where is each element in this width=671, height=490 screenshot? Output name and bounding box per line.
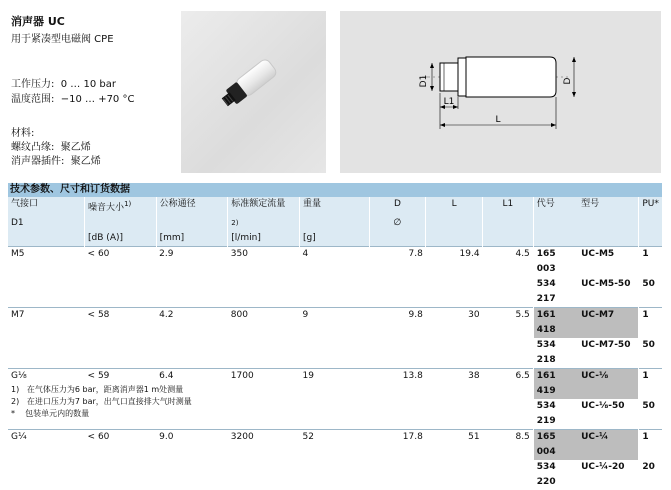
table-row [8, 338, 662, 369]
table-row [8, 308, 662, 339]
type-code-cell: UC-¼-20 [581, 462, 625, 472]
l-header: L [426, 197, 483, 216]
nominal-cell: 9.0 [156, 430, 228, 461]
l-cell: 38 [426, 369, 483, 400]
insert-label: 消声器插件: [11, 156, 65, 167]
weight-cell: 19 [300, 369, 370, 400]
nominal-cell: 2.9 [156, 247, 228, 278]
pressure-value: 0 … 10 bar [60, 79, 116, 90]
port-subheader: D1 [8, 216, 85, 231]
pu-cell: 20 [639, 460, 662, 490]
type-code-cell: UC-¼ [578, 430, 639, 461]
part-number-cell: 534 218 [533, 338, 578, 369]
code-header: 代号 [533, 197, 578, 216]
flow-cell: 350 [228, 247, 300, 278]
d-cell: 13.8 [369, 369, 426, 400]
weight-cell: 9 [300, 308, 370, 339]
noise-cell: < 59 [85, 369, 157, 400]
pressure-label: 工作压力: [11, 79, 55, 90]
weight-cell: 52 [300, 430, 370, 461]
table-row [8, 430, 662, 461]
l-cell: 30 [426, 308, 483, 339]
type-code-cell: UC-M5-50 [581, 279, 631, 289]
header-row-1 [8, 197, 662, 216]
d-cell: 9.8 [369, 308, 426, 339]
thread-material [11, 138, 91, 153]
header-row-2 [8, 216, 662, 231]
noise-unit: [dB (A)] [85, 231, 157, 247]
weight-unit: [g] [300, 231, 370, 247]
product-title: 消声器 UC [11, 15, 65, 28]
pu-cell: 1 [639, 369, 662, 400]
weight-header: 重量 [300, 197, 370, 216]
thread-label: 螺纹凸缘: [11, 142, 55, 153]
temperature-value: −10 … +70 °C [60, 94, 135, 105]
port-cell: M5 [8, 247, 85, 278]
noise-cell: < 60 [85, 247, 157, 278]
spec-table [8, 197, 662, 490]
part-number-cell: 534 217 [533, 277, 578, 308]
pu-header: PU* [639, 197, 662, 216]
type-header: 型号 [578, 197, 639, 216]
part-number-cell: 534 220 [533, 460, 578, 490]
dimension-drawing [340, 11, 661, 173]
insert-value: 聚乙烯 [70, 156, 101, 167]
noise-cell: < 58 [85, 308, 157, 339]
port-header: 气接口 [8, 197, 85, 216]
l-cell: 51 [426, 430, 483, 461]
flow-sup-cell [85, 216, 157, 231]
insert-material [11, 152, 101, 167]
part-number-cell: 161 419 [533, 369, 578, 400]
flow-cell: 3200 [228, 430, 300, 461]
noise-header: 噪音大小$^{1)}$ [85, 197, 157, 216]
port-cell: G¼ [8, 430, 85, 461]
l-label: L [495, 115, 501, 125]
l1-header: L1 [483, 197, 534, 216]
flow-cell: 1700 [228, 369, 300, 400]
nominal-header: 公称通径 [156, 197, 228, 216]
l1-cell: 6.5 [483, 369, 534, 400]
d1-label: D1 [419, 74, 429, 88]
thread-value: 聚乙烯 [60, 142, 91, 153]
noise-cell: < 60 [85, 430, 157, 461]
port-cell: G⅛ [8, 369, 85, 400]
table-row [8, 247, 662, 278]
product-subtitle: 用于紧凑型电磁阀 CPE [11, 34, 114, 45]
header-row-3 [8, 231, 662, 247]
pu-cell: 50 [639, 338, 662, 369]
weight-cell: 4 [300, 247, 370, 278]
pu-cell: 1 [639, 308, 662, 339]
type-code-cell: UC-⅛-50 [581, 401, 625, 411]
type-code-cell: UC-M7-50 [581, 340, 631, 350]
pu-cell: 1 [639, 430, 662, 461]
silencer-photo-icon [181, 11, 326, 173]
pressure-spec [11, 75, 116, 90]
dimension-drawing-svg [340, 11, 661, 173]
d-cell: 17.8 [369, 430, 426, 461]
table-title: 技术参数、尺寸和订货数据 [8, 183, 662, 197]
type-code-cell: UC-⅛ [578, 369, 639, 400]
pu-cell: 1 [639, 247, 662, 278]
material-heading: 材料: [11, 128, 35, 139]
product-photo [181, 11, 326, 173]
l1-cell: 4.5 [483, 247, 534, 278]
table-row [8, 460, 662, 490]
nominal-cell: 4.2 [156, 308, 228, 339]
nominal-cell: 6.4 [156, 369, 228, 400]
footnote-2: 2) 在进口压力为7 bar，出气口直接排大气时测量 [11, 397, 192, 406]
l1-cell: 8.5 [483, 430, 534, 461]
flow-unit: [l/min] [228, 231, 300, 247]
part-number-cell: 161 418 [533, 308, 578, 339]
temperature-spec [11, 90, 134, 105]
d-label: D [563, 77, 573, 85]
pu-cell: 50 [639, 399, 662, 430]
table-row [8, 277, 662, 308]
flow-sup: 2) [228, 216, 300, 231]
flow-cell: 800 [228, 308, 300, 339]
type-code-cell: UC-M5 [578, 247, 639, 278]
part-number-cell: 165 003 [533, 247, 578, 278]
part-number-cell: 534 219 [533, 399, 578, 430]
d-cell: 7.8 [369, 247, 426, 278]
part-number-cell: 165 004 [533, 430, 578, 461]
l-cell: 19.4 [426, 247, 483, 278]
port-cell: M7 [8, 308, 85, 339]
footnote-3: * 包装单元内的数量 [11, 409, 90, 418]
l1-label: L1 [443, 97, 455, 107]
nominal-unit: [mm] [156, 231, 228, 247]
l1-cell: 5.5 [483, 308, 534, 339]
footnote-1: 1) 在气体压力为6 bar，距离消声器1 m处测量 [11, 385, 184, 394]
temperature-label: 温度范围: [11, 94, 55, 105]
d-subheader: ∅ [369, 216, 426, 231]
pu-cell: 50 [639, 277, 662, 308]
type-code-cell: UC-M7 [578, 308, 639, 339]
flow-header: 标准额定流量 [228, 197, 300, 216]
d-header: D [369, 197, 426, 216]
